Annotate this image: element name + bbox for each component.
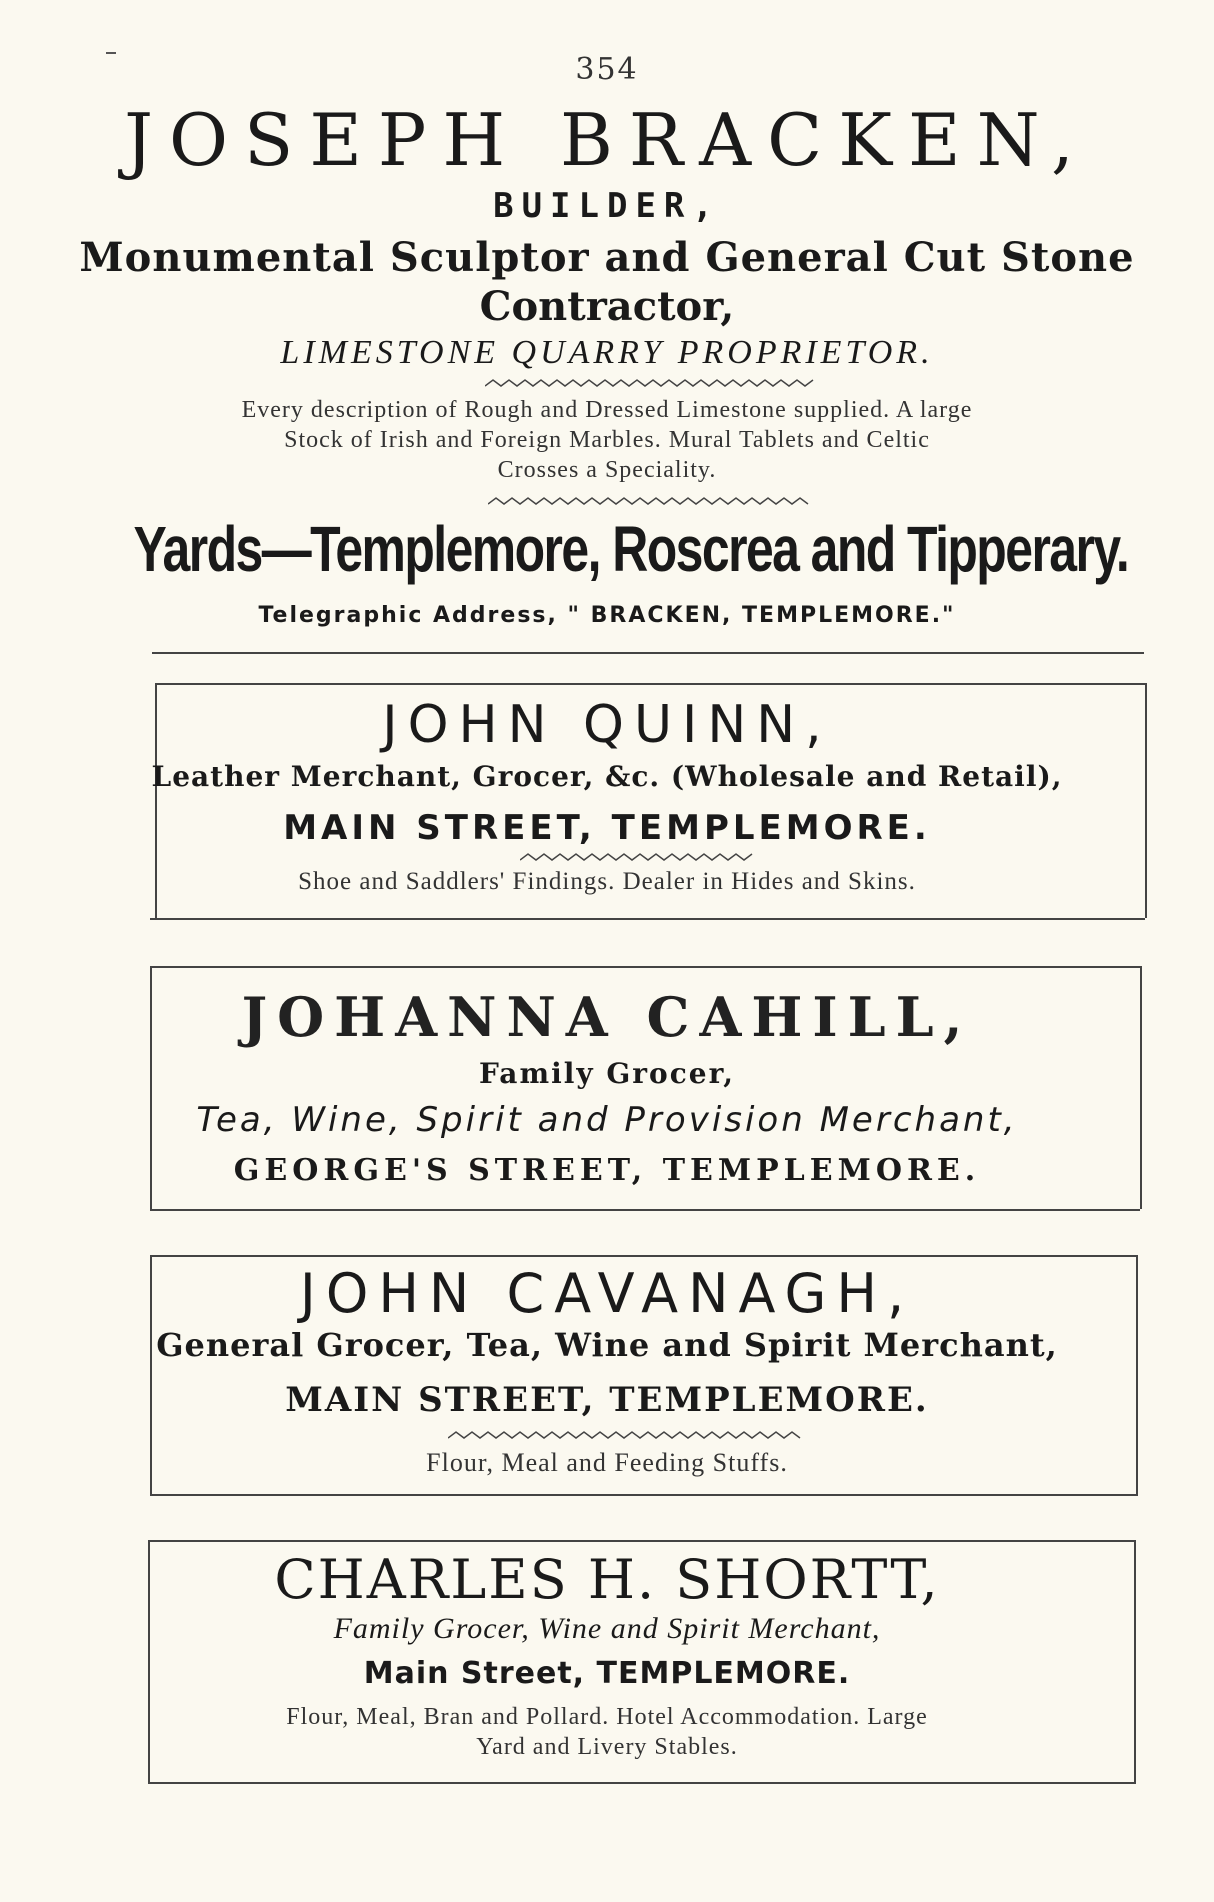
cahill-family-grocer: Family Grocer, xyxy=(478,1057,736,1090)
page-number: 354 xyxy=(575,52,639,87)
bracken-yards-line: Yards—Templemore, Roscrea and Tipperary. xyxy=(133,513,1129,585)
wavy-divider xyxy=(485,378,815,388)
box-top-border xyxy=(155,683,1145,685)
box-bottom-border xyxy=(150,1494,1138,1496)
shortt-address: Main Street, TEMPLEMORE. xyxy=(363,1656,851,1691)
wavy-divider xyxy=(520,852,760,862)
quinn-name: JOHN QUINN, xyxy=(382,695,832,755)
box-bottom-border xyxy=(150,1209,1140,1211)
quinn-address: MAIN STREET, TEMPLEMORE. xyxy=(283,808,931,848)
bracken-sculptor-line: Monumental Sculptor and General Cut Stone xyxy=(79,234,1135,281)
wavy-divider xyxy=(488,496,814,506)
shortt-trade: Family Grocer, Wine and Spirit Merchant, xyxy=(333,1612,881,1645)
shortt-description-line: Yard and Livery Stables. xyxy=(476,1734,738,1760)
bracken-contractor-line: Contractor, xyxy=(479,283,735,330)
bracken-builder: BUILDER, xyxy=(493,186,721,226)
box-bottom-border xyxy=(150,918,1145,920)
bracken-description-line: Stock of Irish and Foreign Marbles. Mural Tablets and Celtic xyxy=(284,427,930,453)
bracken-name: JOSEPH BRACKEN, xyxy=(124,98,1090,182)
bracken-description-line: Crosses a Speciality. xyxy=(497,457,717,483)
box-bottom-border xyxy=(148,1782,1136,1784)
cahill-name: JOHANNA CAHILL, xyxy=(241,985,973,1049)
cavanagh-name: JOHN CAVANAGH, xyxy=(299,1262,915,1325)
bracken-quarry-line: LIMESTONE QUARRY PROPRIETOR. xyxy=(280,334,934,371)
box-top-border xyxy=(150,966,1140,968)
cahill-merchant-line: Tea, Wine, Spirit and Provision Merchant, xyxy=(196,1100,1018,1140)
section-divider xyxy=(152,652,1144,654)
shortt-description xyxy=(0,1702,1214,1762)
bracken-description-line: Every description of Rough and Dressed Limestone supplied. A large xyxy=(241,397,973,423)
shortt-description-line: Flour, Meal, Bran and Pollard. Hotel Accommodation. Large xyxy=(286,1704,928,1730)
box-top-border xyxy=(148,1540,1136,1542)
quinn-trade: Leather Merchant, Grocer, &c. (Wholesale and Retail), xyxy=(151,760,1063,793)
cavanagh-address: MAIN STREET, TEMPLEMORE. xyxy=(285,1380,929,1420)
cahill-address: GEORGE'S STREET, TEMPLEMORE. xyxy=(233,1153,981,1188)
cavanagh-trade: General Grocer, Tea, Wine and Spirit Merchant, xyxy=(156,1326,1058,1364)
shortt-name: CHARLES H. SHORTT, xyxy=(274,1548,940,1611)
wavy-divider xyxy=(448,1430,808,1440)
bracken-telegraphic-address: Telegraphic Address, " BRACKEN, TEMPLEMORE." xyxy=(258,603,956,628)
quinn-dealer-line: Shoe and Saddlers' Findings. Dealer in Hides and Skins. xyxy=(298,868,916,895)
bracken-description xyxy=(0,395,1214,485)
box-top-border xyxy=(150,1255,1138,1257)
cavanagh-flour-line: Flour, Meal and Feeding Stuffs. xyxy=(426,1448,788,1477)
